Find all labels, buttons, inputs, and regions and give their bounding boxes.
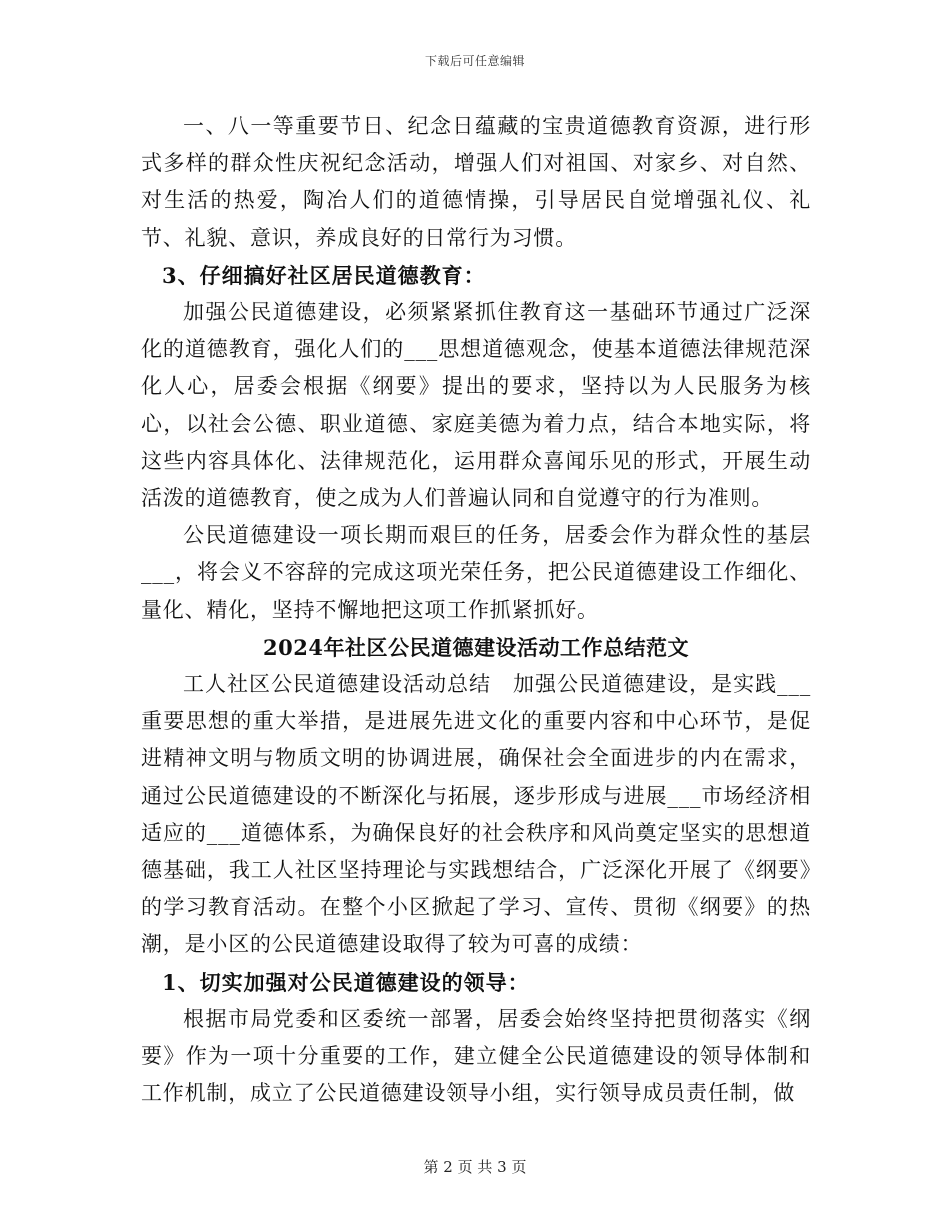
document-title: 2024年社区公民道德建设活动工作总结范文 bbox=[263, 634, 689, 660]
page-number-footer: 第 2 页 共 3 页 bbox=[423, 1158, 527, 1176]
section-heading-moral-education: 3、仔细搞好社区居民道德教育： bbox=[162, 262, 486, 288]
paragraph-strengthen-construction: 加强公民道德建设，必须紧紧抓住教育这一基础环节通过广泛深化的道德教育，强化人们的___思想道德观念，使基本道德法律规范深化人心，居委会根据《纲要》提出的要求，坚持以为人民服务为核心，以社会公德、职业道德、家庭美德为着力点，结合本地实际，将这些内容具体化、法律规范化，运用群众喜闻乐见的形式，开展生动活泼的道德教育，使之成为人们普遍认同和自觉遵守的行为准则。 bbox=[141, 300, 811, 511]
paragraph-long-term-task: 公民道德建设一项长期而艰巨的任务，居委会作为群众性的基层___，将会义不容辞的完成这项光荣任务，把公民道德建设工作细化、量化、精化，坚持不懈地把这项工作抓紧抓好。 bbox=[141, 523, 811, 622]
document-body bbox=[141, 108, 811, 1112]
paragraph-festival-education: 一、八一等重要节日、纪念日蕴藏的宝贵道德教育资源，进行形式多样的群众性庆祝纪念活动，增强人们对祖国、对家乡、对自然、对生活的热爱，陶冶人们的道德情操，引导居民自觉增强礼仪、礼节、礼貌、意识，养成良好的日常行为习惯。 bbox=[141, 114, 811, 250]
paragraph-deployment: 根据市局党委和区委统一部署，居委会始终坚持把贯彻落实《纲要》作为一项十分重要的工作，建立健全公民道德建设的领导体制和工作机制，成立了公民道德建设领导小组，实行领导成员责任制，做 bbox=[141, 1006, 811, 1106]
paragraph-summary-intro: 工人社区公民道德建设活动总结 加强公民道德建设，是实践___重要思想的重大举措，是进展先进文化的重要内容和中心环节，是促进精神文明与物质文明的协调进展，确保社会全面进步的内在需求，通过公民道德建设的不断深化与拓展，逐步形成与进展___市场经济相适应的___道德体系，为确保良好的社会秩序和风尚奠定坚实的思想道德基础，我工人社区坚持理论与实践想结合，广泛深化开展了《纲要》的学习教育活动。在整个小区掀起了学习、宣传、贯彻《纲要》的热潮，是小区的公民道德建设取得了较为可喜的成绩： bbox=[141, 672, 811, 957]
section-heading-leadership: 1、切实加强对公民道德建设的领导： bbox=[162, 969, 530, 995]
page-header: 下载后可任意编辑 bbox=[424, 54, 525, 68]
